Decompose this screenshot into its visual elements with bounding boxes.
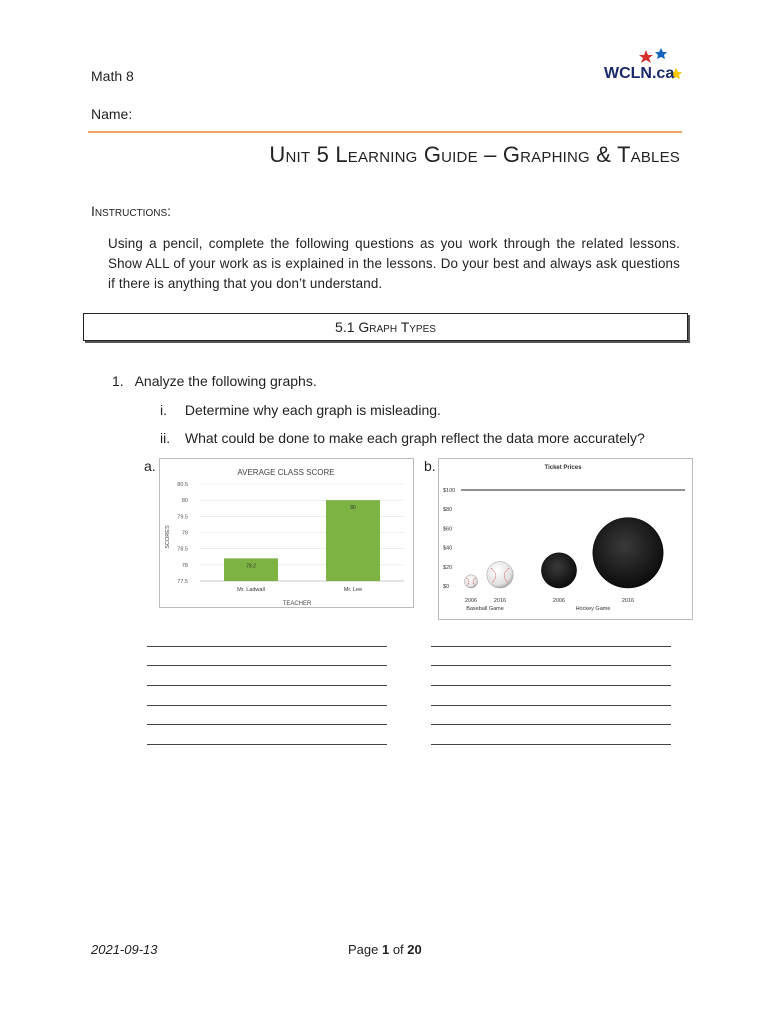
name-label: Name: bbox=[91, 106, 133, 122]
answer-line[interactable] bbox=[147, 724, 387, 725]
chart-a-title: AVERAGE CLASS SCORE bbox=[237, 468, 335, 477]
chart-b-ticket-prices bbox=[438, 458, 693, 620]
chart-a-xlabel: TEACHER bbox=[282, 601, 312, 607]
footer-date: 2021-09-13 bbox=[91, 942, 158, 957]
question-number: 1. bbox=[112, 373, 124, 389]
page-title: Unit 5 Learning Guide – Graphing & Tables bbox=[269, 142, 680, 167]
chart-a-average-class-score bbox=[159, 458, 414, 608]
chart-b-ytick: $40 bbox=[443, 545, 453, 552]
chart-b-ytick: $60 bbox=[443, 526, 453, 533]
chart-a-data-label: 80 bbox=[350, 505, 356, 512]
sub-num: i. bbox=[160, 402, 167, 418]
chart-b-ytick: $100 bbox=[443, 488, 456, 494]
header-divider bbox=[88, 131, 682, 133]
chart-a-bar bbox=[326, 500, 380, 581]
page-prefix: Page bbox=[348, 942, 382, 957]
chart-b-x-label: 2006 bbox=[464, 598, 478, 604]
course-label: Math 8 bbox=[91, 68, 134, 84]
chart-a-category-label: Mr. Lee bbox=[343, 587, 363, 593]
page-number bbox=[348, 942, 422, 957]
sub-text: What could be done to make each graph reflect the data more accurately? bbox=[184, 430, 645, 446]
chart-b-x-label: 2016 bbox=[621, 598, 635, 604]
answer-line[interactable] bbox=[147, 685, 387, 686]
chart-a-bar bbox=[224, 558, 278, 581]
answer-line[interactable] bbox=[431, 685, 671, 686]
chart-b-ytick: $0 bbox=[443, 584, 450, 590]
question-1 bbox=[112, 373, 317, 389]
sub-question-ii bbox=[160, 430, 645, 446]
chart-b-x-label: 2016 bbox=[493, 598, 507, 604]
chart-a-category-label: Mr. Ladwall bbox=[237, 587, 265, 593]
answer-line[interactable] bbox=[147, 705, 387, 706]
instructions-text: Using a pencil, complete the following questions as you work through the related lessons. Show ALL of your work as is explained in the lessons. Do your best and always ask questions if there is anything that you don’t understand. bbox=[108, 236, 680, 291]
red-star-icon bbox=[639, 50, 653, 63]
instructions-heading: Instructions: bbox=[91, 203, 172, 219]
chart-a-ytick: 79 bbox=[181, 530, 188, 537]
chart-a-ytick: 79.5 bbox=[177, 514, 188, 521]
answer-line[interactable] bbox=[431, 705, 671, 706]
blue-star-icon bbox=[655, 48, 667, 59]
page-total: 20 bbox=[407, 942, 422, 957]
question-text: Analyze the following graphs. bbox=[134, 373, 317, 389]
label-a: a. bbox=[144, 458, 156, 474]
sub-question-i bbox=[160, 402, 441, 418]
chart-a-ytick: 78 bbox=[181, 562, 188, 569]
answer-line[interactable] bbox=[431, 665, 671, 666]
page-of: of bbox=[389, 942, 408, 957]
chart-b-baseball-mark bbox=[464, 575, 477, 588]
section-header-box bbox=[83, 313, 688, 341]
answer-line[interactable] bbox=[431, 646, 671, 647]
answer-line[interactable] bbox=[147, 665, 387, 666]
chart-a-ytick: 77.5 bbox=[177, 579, 188, 585]
chart-b-puck-mark bbox=[593, 518, 663, 588]
answer-line[interactable] bbox=[431, 744, 671, 745]
chart-b-ytick: $80 bbox=[443, 507, 453, 514]
answer-line[interactable] bbox=[147, 744, 387, 745]
chart-a-ytick: 80.5 bbox=[177, 482, 188, 488]
wcln-logo bbox=[598, 46, 684, 86]
chart-b-group-label: Baseball Game bbox=[466, 606, 504, 612]
sub-text: Determine why each graph is misleading. bbox=[184, 402, 441, 418]
logo-text: WCLN.ca bbox=[604, 65, 675, 82]
answer-line[interactable] bbox=[431, 724, 671, 725]
chart-b-ytick: $20 bbox=[443, 564, 453, 571]
chart-b-group-label: Hockey Game bbox=[575, 606, 611, 612]
chart-a-ylabel: SCORES bbox=[165, 525, 171, 549]
chart-b-baseball-mark bbox=[487, 562, 513, 588]
page-current: 1 bbox=[381, 942, 390, 957]
chart-a-data-label: 78.2 bbox=[246, 563, 256, 570]
label-b: b. bbox=[424, 458, 436, 474]
chart-b-x-label: 2006 bbox=[552, 598, 566, 604]
answer-line[interactable] bbox=[147, 646, 387, 647]
sub-num: ii. bbox=[160, 430, 171, 446]
chart-a-ytick: 80 bbox=[181, 498, 188, 505]
chart-b-puck-mark bbox=[541, 553, 576, 588]
chart-b-title: Ticket Prices bbox=[544, 465, 582, 471]
chart-a-ytick: 78.5 bbox=[177, 546, 188, 553]
section-title: 5.1 Graph Types bbox=[335, 319, 436, 335]
